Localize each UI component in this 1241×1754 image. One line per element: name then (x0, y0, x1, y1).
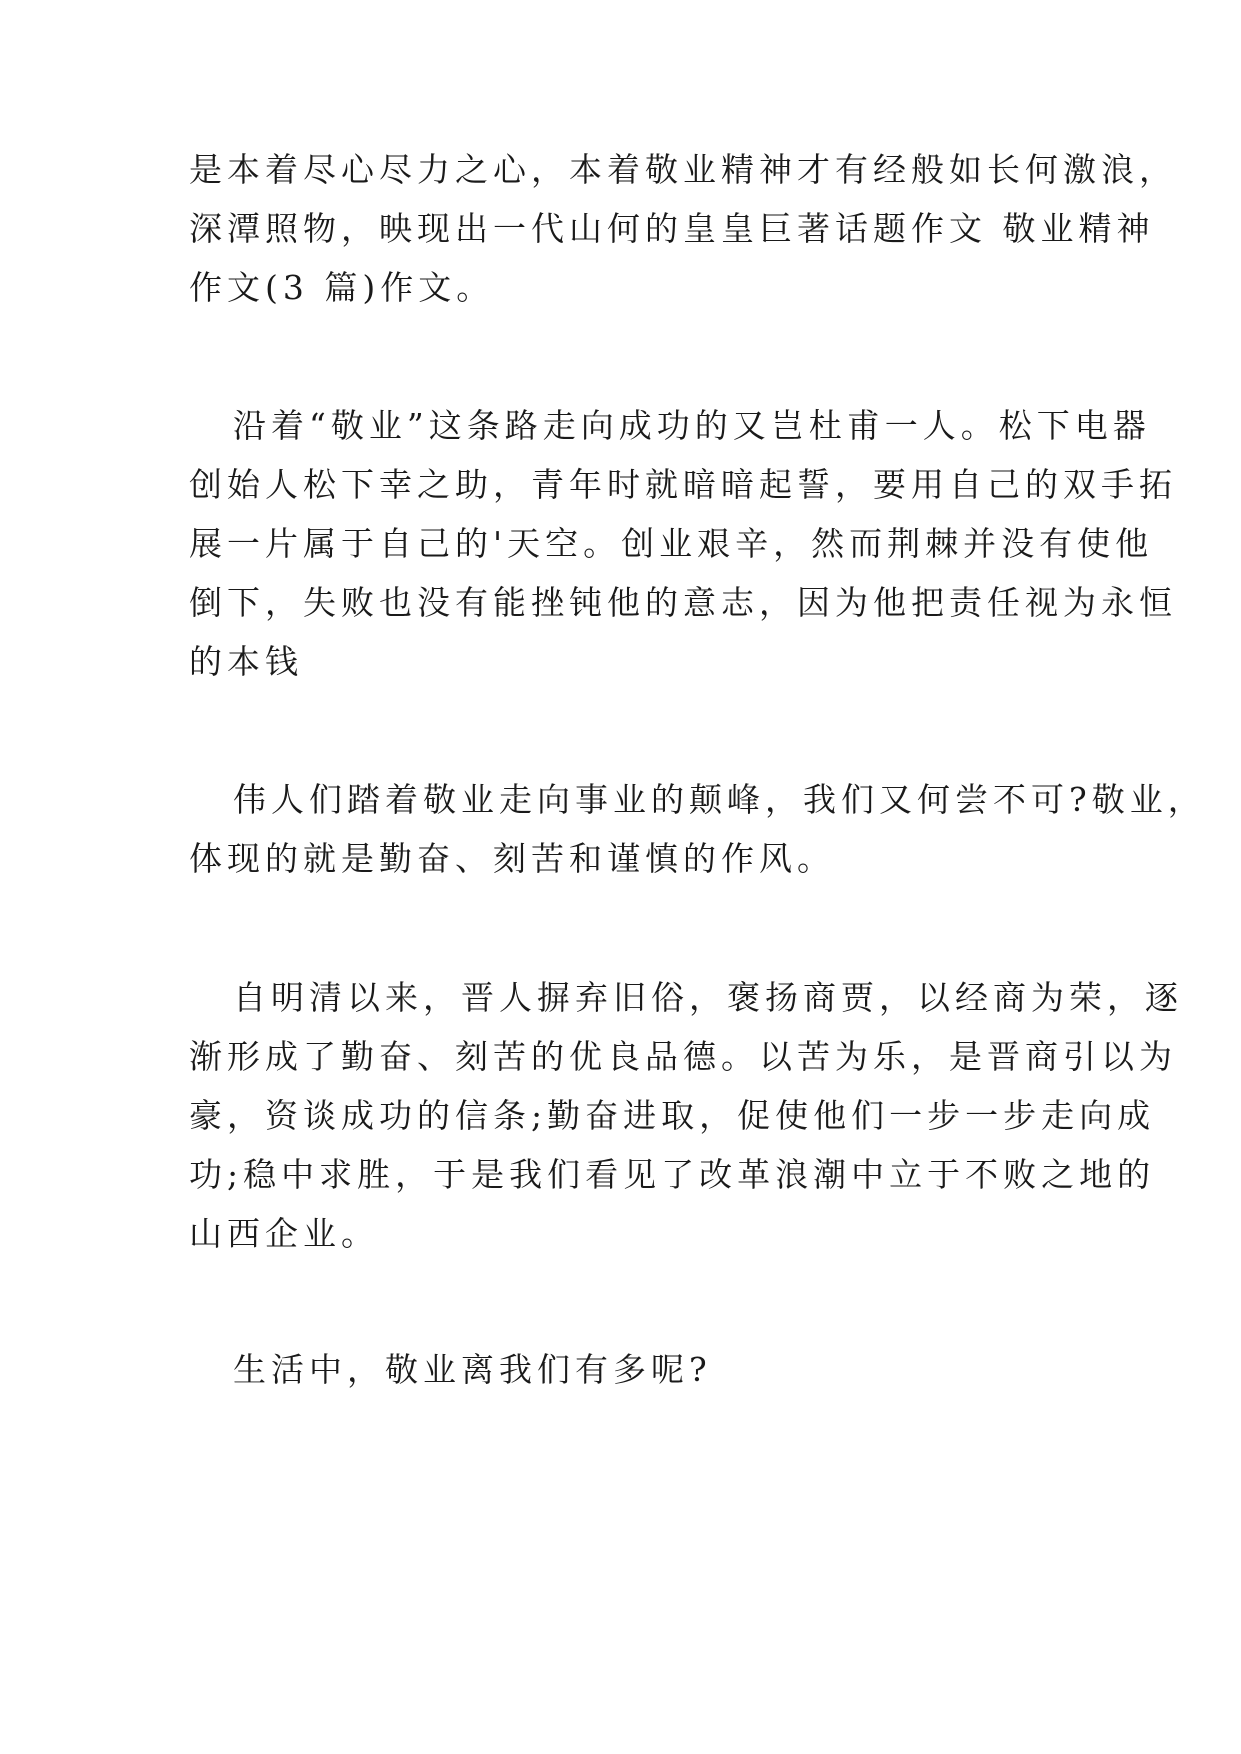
text-line: 伟人们踏着敬业走向事业的颠峰，我们又何尝不可?敬业， (233, 780, 1206, 819)
text-line: 作文(3 篇)作文。 (189, 268, 495, 307)
text-line: 创始人松下幸之助，青年时就暗暗起誓，要用自己的双手拓 (189, 465, 1177, 504)
text-line: 山西企业。 (189, 1214, 379, 1253)
paragraph-1 (189, 140, 1177, 317)
text-line: 展一片属于自己的'天空。创业艰辛，然而荆棘并没有使他 (189, 524, 1154, 563)
text-line: 功;稳中求胜，于是我们看见了改革浪潮中立于不败之地的 (189, 1155, 1156, 1194)
text-line: 沿着“敬业”这条路走向成功的又岂杜甫一人。松下电器 (233, 406, 1151, 445)
paragraph-5 (189, 1340, 1069, 1399)
paragraph-4 (189, 968, 1183, 1263)
text-line: 倒下，失败也没有能挫钝他的意志，因为他把责任视为永恒 (189, 583, 1177, 622)
text-line: 自明清以来，晋人摒弃旧俗，褒扬商贾，以经商为荣，逐 (233, 978, 1183, 1017)
paragraph-2 (189, 396, 1177, 691)
text-line: 的本钱 (189, 642, 303, 681)
text-line: 是本着尽心尽力之心，本着敬业精神才有经般如长何激浪， (189, 150, 1177, 189)
text-line: 体现的就是勤奋、刻苦和谨慎的作风。 (189, 839, 835, 878)
text-line: 生活中，敬业离我们有多呢? (233, 1350, 712, 1389)
text-line: 渐形成了勤奋、刻苦的优良品德。以苦为乐，是晋商引以为 (189, 1037, 1177, 1076)
text-line: 豪，资谈成功的信条;勤奋进取，促使他们一步一步走向成 (189, 1096, 1156, 1135)
paragraph-3 (189, 770, 1206, 888)
text-line: 深潭照物，映现出一代山何的皇皇巨著话题作文 敬业精神 (189, 209, 1155, 248)
